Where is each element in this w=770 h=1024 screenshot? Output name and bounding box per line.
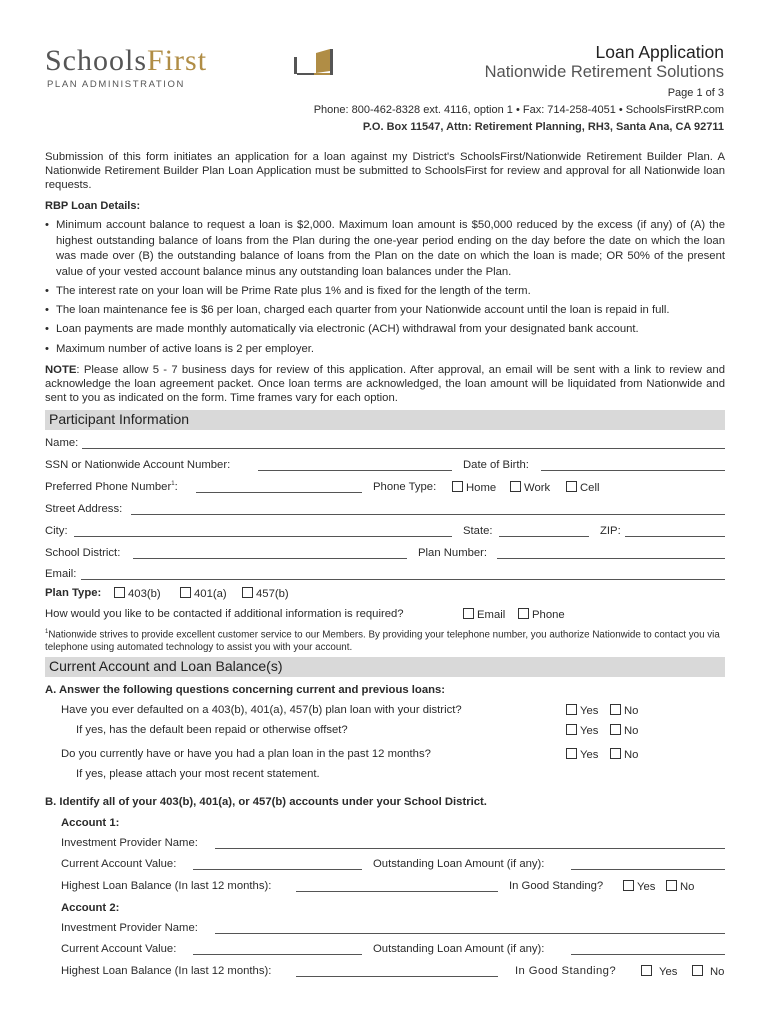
note-label: NOTE [45,364,77,376]
phone-field[interactable] [196,492,362,493]
plan-401a-label: 401(a) [194,588,227,600]
name-label: Name: [45,437,79,449]
contact-phone-label: Phone [532,609,565,621]
street-label: Street Address: [45,503,123,515]
list-item: • Maximum number of active loans is 2 per employer. [45,342,725,358]
q1-no-checkbox[interactable] [610,704,621,715]
list-item: • Loan payments are made monthly automatically via electronic (ACH) withdrawal from your designated bank account. [45,322,725,338]
repaid-question: If yes, has the default been repaid or otherwise offset? [76,724,348,736]
account-1-standing-yes-checkbox[interactable] [623,880,634,891]
q2-no[interactable] [610,724,638,737]
email-field[interactable] [81,579,725,580]
home-label: Home [466,482,497,494]
account-2-standing-no-label: No [710,966,725,978]
account-2-standing-label: In Good Standing? [515,965,617,977]
contact-email-checkbox[interactable] [463,608,474,619]
section-b-heading: B. Identify all of your 403(b), 401(a), or 457(b) accounts under your School District. [45,796,487,808]
footnote-marker: 1 [45,629,49,635]
page-subtitle: Nationwide Retirement Solutions [484,63,724,81]
work-label: Work [524,482,551,494]
ssn-field[interactable] [258,470,452,471]
account-1-highest-field[interactable] [296,891,498,892]
page-title: Loan Application [595,42,724,62]
intro-paragraph: Submission of this form initiates an application for a loan against my District's SchoolsFirst/Nationwide Retirement Builder Plan. A Nationwide Retirement Builder Plan Loan Application must be submitted to SchoolsFirst for review and approval for all Nationwide loan requests. [45,151,725,192]
plan-401a-checkbox[interactable] [180,587,191,598]
account-1-provider-field[interactable] [215,848,725,849]
dob-label: Date of Birth: [463,459,529,471]
state-field[interactable] [499,536,589,537]
ssn-label: SSN or Nationwide Account Number: [45,459,231,471]
account-1-heading: Account 1: [61,817,120,829]
account-1-standing-no-checkbox[interactable] [666,880,677,891]
rbp-heading: RBP Loan Details: [45,200,141,212]
contact-question: How would you like to be contacted if additional information is required? [45,608,404,620]
dob-field[interactable] [541,470,725,471]
q1-no-label: No [624,705,639,717]
q1-no[interactable] [610,704,638,717]
cell-label: Cell [580,482,600,494]
phone-label-colon: : [174,481,178,493]
account-1-highest-label: Highest Loan Balance (In last 12 months): [61,880,272,892]
phone-type-label: Phone Type: [373,481,437,493]
list-item: • Minimum account balance to request a loan is $2,000. Maximum loan amount is $50,000 reduced by the excess (if any) of (A) the highest outstanding balance of loans from the Plan during the one-year period ending on the day before the date on which the loan was made over (B) the outstanding balance of loans from the Plan on the date on which the loan is made; OR 50% of the present value of your vested account balance minus any outstanding loan balances under the Plan. [45,218,725,280]
phone-label-text: Preferred Phone Number [45,481,172,493]
home-checkbox[interactable] [452,481,463,492]
phone-footnote-marker: 1 [171,481,175,488]
statement-note: If yes, please attach your most recent statement. [76,768,320,780]
note-paragraph [45,363,725,406]
participant-section-heading: Participant Information [45,410,725,430]
state-label: State: [463,525,493,537]
plan-number-field[interactable] [497,558,725,559]
phone-type-cell[interactable] [566,481,599,494]
plan-457b-checkbox[interactable] [242,587,253,598]
plan-type-457b[interactable] [242,587,289,600]
name-field[interactable] [82,448,725,449]
q2-yes-label: Yes [580,725,599,737]
work-checkbox[interactable] [510,481,521,492]
q3-yes-label: Yes [580,749,599,761]
zip-label: ZIP: [600,525,621,537]
note-text: : Please allow 5 - 7 business days for review of this application. After approval, an email will be sent with a link to review and acknowledge the loan agreement packet. Once loan terms are acknowledged, the loan amount will be liquidated from Nationwide and sent to you as indicated on the form. Time frames vary for each option. [45,364,725,405]
plan-403b-checkbox[interactable] [114,587,125,598]
account-2-standing-yes[interactable] [641,965,677,978]
book-icon [292,47,336,77]
q3-no-label: No [624,749,639,761]
account-2-provider-label: Investment Provider Name: [61,922,198,934]
account-2-outstanding-field[interactable] [571,954,725,955]
list-item: • The interest rate on your loan will be Prime Rate plus 1% and is fixed for the length of the term. [45,284,725,300]
zip-field[interactable] [625,536,725,537]
account-2-value-label: Current Account Value: [61,943,177,955]
plan-403b-label: 403(b) [128,588,161,600]
contact-option-email[interactable] [463,608,505,621]
plan-number-label: Plan Number: [418,547,488,559]
list-item: • The loan maintenance fee is $6 per loan, charged each quarter from your Nationwide account until the loan is repaid in full. [45,303,725,319]
phone-label [45,481,178,493]
city-label: City: [45,525,68,537]
account-1-outstanding-field[interactable] [571,869,725,870]
contact-phone-checkbox[interactable] [518,608,529,619]
account-2-heading: Account 2: [61,902,120,914]
logo [45,44,207,78]
plan-type-403b[interactable] [114,587,161,600]
account-1-standing-yes-label: Yes [637,881,656,893]
account-2-provider-field[interactable] [215,933,725,934]
account-1-standing-no[interactable] [666,880,694,893]
cell-checkbox[interactable] [566,481,577,492]
account-1-standing-no-label: No [680,881,695,893]
account-2-standing-yes-checkbox[interactable] [641,965,652,976]
account-2-standing-yes-label: Yes [659,966,678,978]
plan-type-label: Plan Type: [45,587,102,599]
account-1-standing-label: In Good Standing? [509,880,604,892]
plan-type-401a[interactable] [180,587,227,600]
account-2-highest-label: Highest Loan Balance (In last 12 months): [61,965,272,977]
q2-yes[interactable] [566,724,598,737]
logo-subtitle: PLAN ADMINISTRATION [47,79,185,90]
contact-option-phone[interactable] [518,608,565,621]
district-field[interactable] [133,558,407,559]
phone-type-work[interactable] [510,481,550,494]
account-1-value-field[interactable] [193,869,362,870]
district-label: School District: [45,547,121,559]
street-field[interactable] [131,514,725,515]
account-2-standing-no-checkbox[interactable] [692,965,703,976]
q2-yes-checkbox[interactable] [566,724,577,735]
q2-no-checkbox[interactable] [610,724,621,735]
footnote-text: Nationwide strives to provide excellent customer service to our Members. By providing your telephone number, you authorize Nationwide to contact you via telephone using automated technology to assist you with your account. [45,629,720,654]
q3-yes-checkbox[interactable] [566,748,577,759]
q2-no-label: No [624,725,639,737]
current-loan-question: Do you currently have or have you had a plan loan in the past 12 months? [61,748,431,760]
plan-457b-label: 457(b) [256,588,289,600]
section-a-heading: A. Answer the following questions concerning current and previous loans: [45,684,446,696]
account-2-highest-field[interactable] [296,976,498,977]
phone-type-home[interactable] [452,481,496,494]
phone-footnote [45,626,725,654]
contact-info: Phone: 800-462-8328 ext. 4116, option 1 • Fax: 714-258-4051 • SchoolsFirstRP.com [313,104,724,116]
mailing-address: P.O. Box 11547, Attn: Retirement Planning, RH3, Santa Ana, CA 92711 [362,121,724,133]
q3-yes[interactable] [566,748,598,761]
account-1-value-label: Current Account Value: [61,858,177,870]
account-2-outstanding-label: Outstanding Loan Amount (if any): [373,943,545,955]
account-1-standing-yes[interactable] [623,880,655,893]
account-1-provider-label: Investment Provider Name: [61,837,198,849]
q3-no[interactable] [610,748,638,761]
logo-text-schools: Schools [45,44,148,77]
email-label: Email: [45,568,77,580]
account-1-outstanding-label: Outstanding Loan Amount (if any): [373,858,545,870]
q1-yes-checkbox[interactable] [566,704,577,715]
page-number: Page 1 of 3 [667,87,724,99]
account-2-standing-no[interactable] [692,965,724,978]
balances-section-heading: Current Account and Loan Balance(s) [45,657,725,677]
contact-email-label: Email [477,609,506,621]
q1-yes[interactable] [566,704,598,717]
default-question: Have you ever defaulted on a 403(b), 401(a), 457(b) plan loan with your district? [61,704,462,716]
city-field[interactable] [74,536,452,537]
q3-no-checkbox[interactable] [610,748,621,759]
logo-text-first: First [147,44,208,77]
q1-yes-label: Yes [580,705,599,717]
account-2-value-field[interactable] [193,954,362,955]
